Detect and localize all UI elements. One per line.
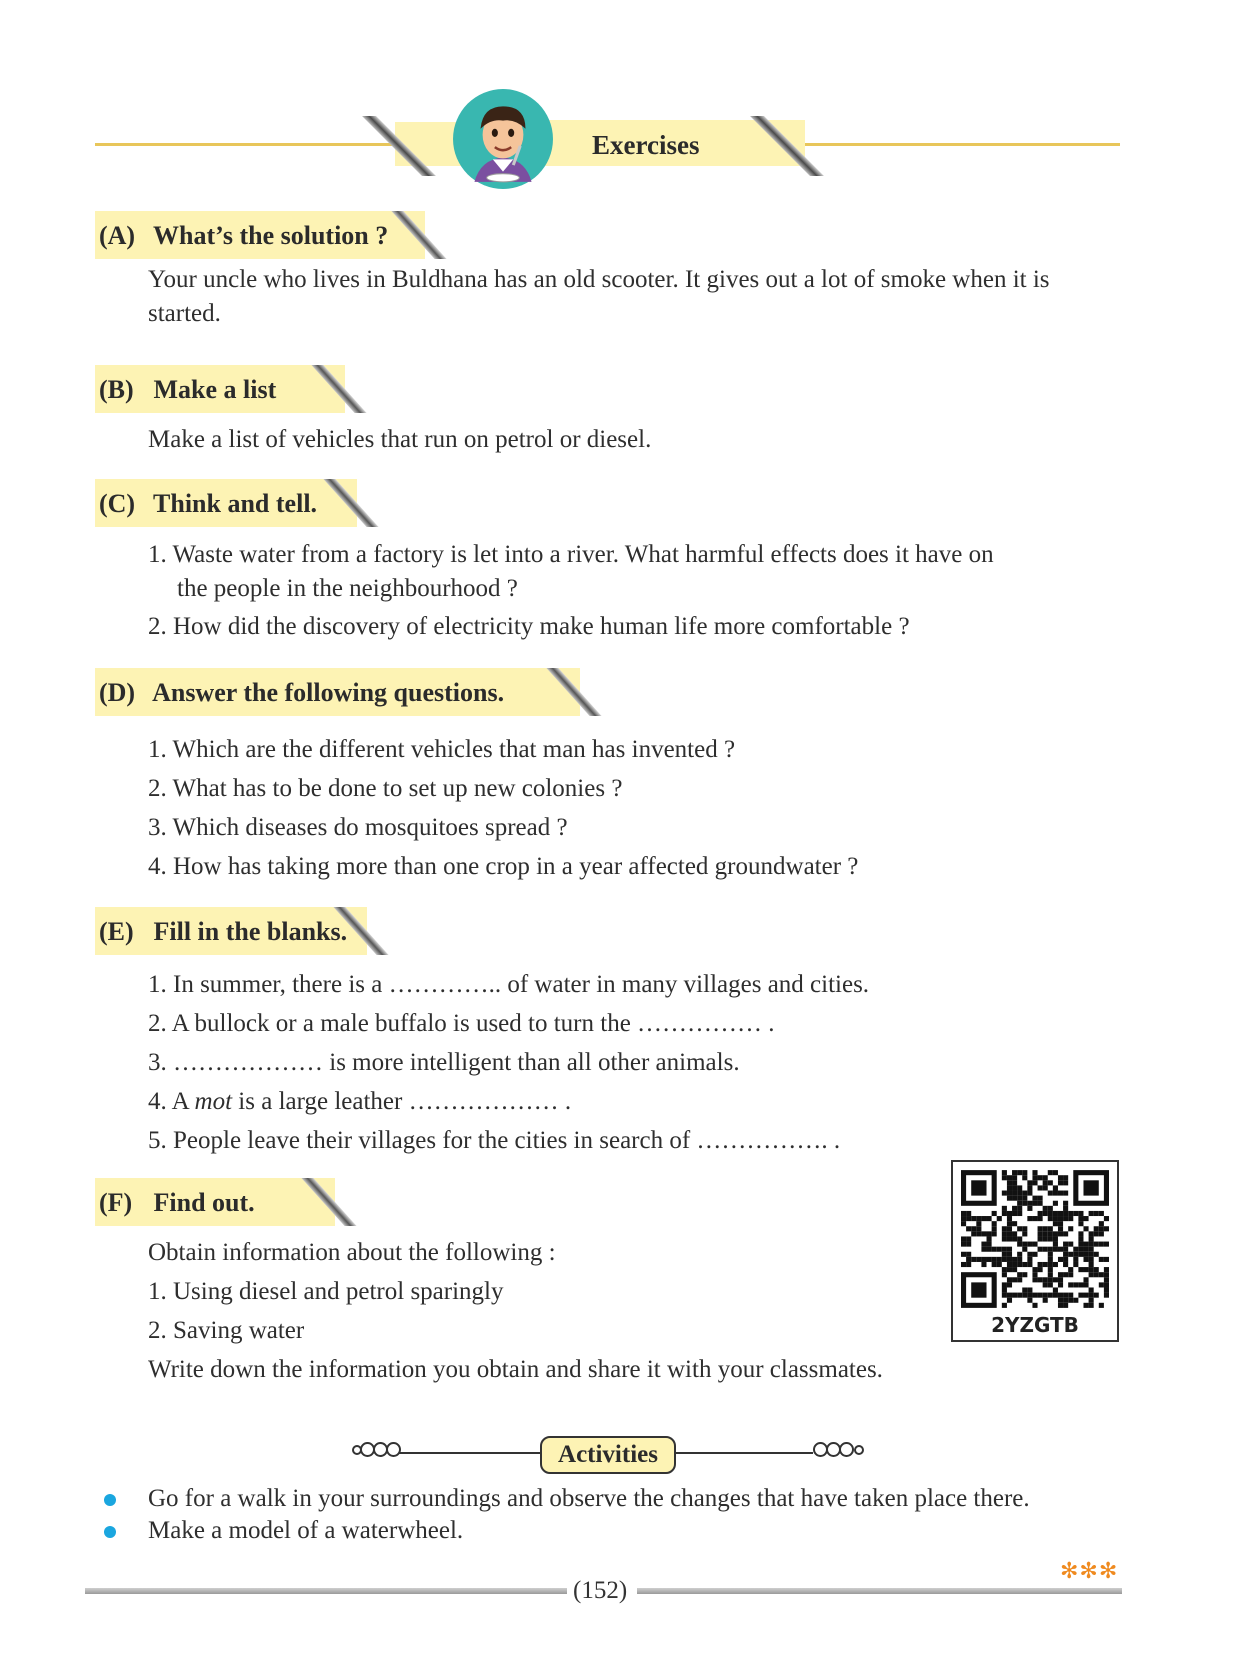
header-rule-right: [805, 143, 1120, 146]
item-rest: is a large leather ……………… .: [238, 1088, 572, 1115]
list-item: 1. Using diesel and petrol sparingly: [148, 1278, 504, 1305]
list-item: 2. How did the discovery of electricity make human life more comfortable ?: [148, 613, 910, 640]
item-start: 4. A: [148, 1088, 189, 1115]
list-item: 3. ……………… is more intelligent than all other animals.: [148, 1049, 740, 1076]
activity-item: Go for a walk in your surroundings and observe the changes that have taken place there.: [148, 1485, 1030, 1512]
activities-rule-left: [395, 1452, 541, 1454]
ring-ornament: [854, 1445, 864, 1455]
list-item: 2. Saving water: [148, 1317, 305, 1344]
qr-code-pattern: [961, 1170, 1109, 1308]
page-number: (152): [573, 1577, 628, 1604]
end-stars: ✻✻✻: [1060, 1558, 1119, 1583]
list-item: 5. People leave their villages for the cities in search of ……………. .: [148, 1127, 841, 1154]
footer-rule-left: [85, 1588, 567, 1594]
section-title: Answer the following questions.: [152, 678, 505, 707]
section-b-body: Make a list of vehicles that run on petrol or diesel.: [148, 426, 652, 453]
list-item: 2. What has to be done to set up new colonies ?: [148, 775, 623, 802]
list-item: Write down the information you obtain and share it with your classmates.: [148, 1356, 883, 1383]
list-item: 4. How has taking more than one crop in a year affected groundwater ?: [148, 853, 859, 880]
section-label: (A): [99, 221, 136, 250]
section-label: (D): [99, 678, 136, 707]
activities-rule-right: [671, 1452, 813, 1454]
section-label: (C): [99, 489, 136, 518]
section-title: What’s the solution ?: [153, 221, 389, 250]
list-item: 1. Which are the different vehicles that man has invented ?: [148, 736, 736, 763]
section-a-body: Your uncle who lives in Buldhana has an old scooter. It gives out a lot of smoke when it is started.: [148, 266, 1050, 327]
activity-item: Make a model of a waterwheel.: [148, 1517, 464, 1544]
section-label: (E): [99, 917, 134, 946]
list-item: 3. Which diseases do mosquitoes spread ?: [148, 814, 568, 841]
list-item: Obtain information about the following :: [148, 1239, 556, 1266]
exercises-title: Exercises: [592, 130, 700, 160]
section-title: Fill in the blanks.: [153, 917, 348, 946]
bullet-dot: [104, 1526, 116, 1538]
list-item: 1. Waste water from a factory is let into a river. What harmful effects does it have on: [148, 541, 994, 568]
section-title: Find out.: [153, 1188, 255, 1217]
list-item: 2. A bullock or a male buffalo is used to turn the …………… .: [148, 1010, 775, 1037]
list-item: 1. In summer, there is a ………….. of water in many villages and cities.: [148, 971, 870, 998]
italic-term: mot: [194, 1088, 233, 1115]
list-item: [148, 1085, 571, 1119]
section-label: (F): [99, 1188, 133, 1217]
activities-title: Activities: [540, 1436, 676, 1474]
section-label: (B): [99, 375, 134, 404]
section-title: Make a list: [153, 375, 277, 404]
section-title: Think and tell.: [153, 489, 318, 518]
bullet-dot: [104, 1494, 116, 1506]
header-rule-left: [95, 143, 405, 146]
list-item-continued: the people in the neighbourhood ?: [177, 575, 518, 602]
ring-ornament: [386, 1442, 401, 1457]
footer-rule-right: [637, 1588, 1122, 1594]
qr-code-label: 2YZGTB: [991, 1313, 1079, 1337]
qr-code[interactable]: [951, 1160, 1119, 1342]
boy-eating-illustration: [452, 88, 554, 190]
ring-ornament: [839, 1442, 854, 1457]
